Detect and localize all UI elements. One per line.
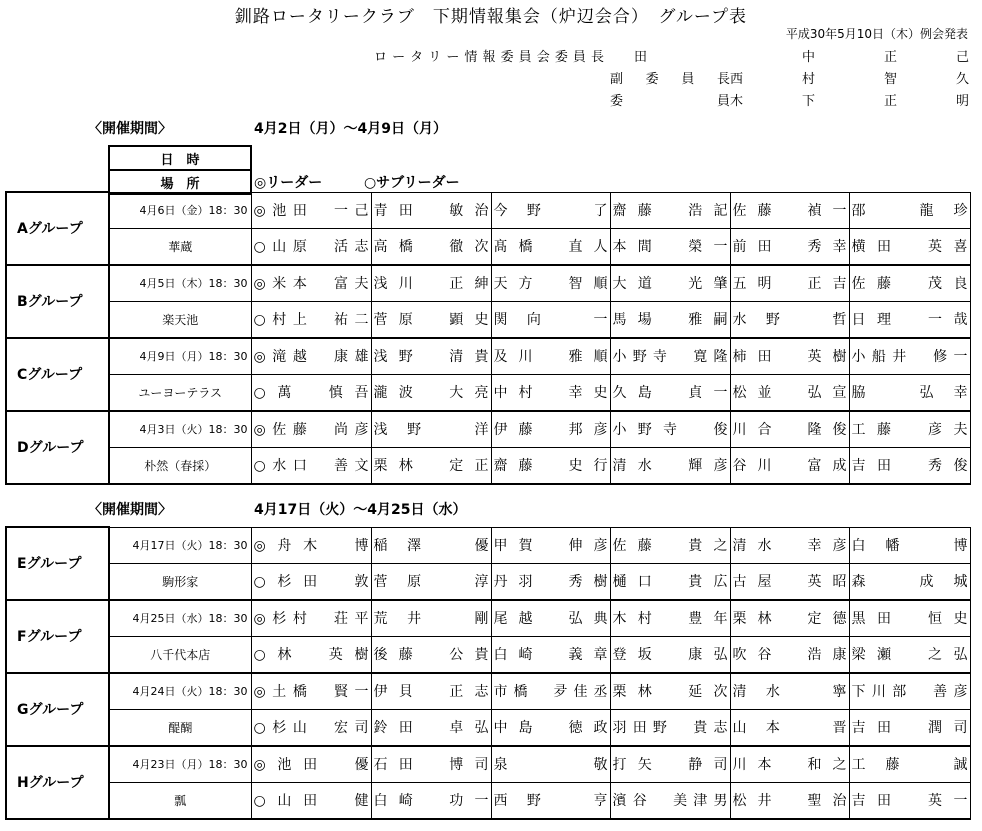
member-cell xyxy=(371,527,491,563)
member-cell xyxy=(730,228,849,265)
member-name: 川合 隆俊 xyxy=(732,422,847,438)
member-cell xyxy=(730,338,849,375)
member-cell xyxy=(491,600,610,637)
member-cell xyxy=(849,411,970,448)
leader-cell xyxy=(251,265,371,302)
member-cell xyxy=(610,527,730,563)
member-name: 谷川 富成 xyxy=(732,458,847,474)
committee-row xyxy=(610,68,970,87)
member-name: 浅野 清貴 xyxy=(373,349,489,365)
group-row xyxy=(6,411,970,448)
member-cell xyxy=(730,265,849,302)
meeting-place: 駒形家 xyxy=(109,563,251,600)
member-name: ◎米本 富夫 xyxy=(253,276,369,292)
group-row xyxy=(6,527,970,563)
member-cell xyxy=(849,447,970,484)
member-name: 丹羽 秀樹 xyxy=(493,574,608,590)
member-cell xyxy=(730,636,849,673)
group-name: Fグループ xyxy=(6,600,109,673)
member-name: 吹谷 浩康 xyxy=(732,647,847,663)
schedule-header xyxy=(108,145,252,195)
member-name: 関向 一 xyxy=(493,312,608,328)
member-cell xyxy=(491,636,610,673)
member-cell xyxy=(849,192,970,228)
period-dates: 4月17日（火）～4月25日（水） xyxy=(254,502,467,518)
group-table xyxy=(5,526,971,820)
member-name: 佐藤 禎一 xyxy=(732,203,847,219)
group-row xyxy=(6,563,970,600)
member-name: 泉 敬 xyxy=(493,757,608,773)
meeting-place: 朴然（春採） xyxy=(109,447,251,484)
member-cell xyxy=(371,447,491,484)
leader-legend: ◎リーダー xyxy=(254,175,323,191)
member-cell xyxy=(371,563,491,600)
member-name: 下川部 善彦 xyxy=(851,684,968,700)
member-cell xyxy=(730,673,849,710)
group-name: Gグループ xyxy=(6,673,109,746)
member-name: 日理 一哉 xyxy=(851,312,968,328)
member-name: 髙橋 直人 xyxy=(493,239,608,255)
subleader-cell xyxy=(251,228,371,265)
member-cell xyxy=(849,265,970,302)
leader-cell xyxy=(251,411,371,448)
member-name: 樋口 貴広 xyxy=(612,574,728,590)
period-dates: 4月2日（月）～4月9日（月） xyxy=(254,121,447,137)
committee-name-part: 正 xyxy=(884,50,898,65)
meeting-datetime: 4月23日（月）18：30 xyxy=(109,746,251,783)
member-name: 伊藤 邦彦 xyxy=(493,422,608,438)
member-cell xyxy=(491,527,610,563)
member-cell xyxy=(849,563,970,600)
member-cell xyxy=(730,527,849,563)
member-name: ○林 英樹 xyxy=(253,647,369,663)
group-name: Bグループ xyxy=(6,265,109,338)
member-name: 本間 榮一 xyxy=(612,239,728,255)
member-name: 古屋 英昭 xyxy=(732,574,847,590)
subleader-cell xyxy=(251,374,371,411)
meeting-place: 瓢 xyxy=(109,782,251,819)
member-cell xyxy=(849,673,970,710)
member-name: 水野 哲 xyxy=(732,312,847,328)
member-name: ◎土橋 賢一 xyxy=(253,684,369,700)
member-name: 栗林 延次 xyxy=(612,684,728,700)
member-name: 横田 英喜 xyxy=(851,239,968,255)
member-cell xyxy=(491,709,610,746)
member-cell xyxy=(371,709,491,746)
member-cell xyxy=(610,265,730,302)
member-cell xyxy=(730,192,849,228)
member-cell xyxy=(849,338,970,375)
member-cell xyxy=(491,411,610,448)
subleader-cell xyxy=(251,636,371,673)
member-name: 大道 光肇 xyxy=(612,276,728,292)
member-name: 菅原 淳 xyxy=(373,574,489,590)
member-cell xyxy=(730,782,849,819)
member-name: 木村 豊年 xyxy=(612,611,728,627)
member-name: 石田 博司 xyxy=(373,757,489,773)
member-name: 菅原 顕史 xyxy=(373,312,489,328)
member-name: 栗林 定正 xyxy=(373,458,489,474)
member-cell xyxy=(491,301,610,338)
member-name: ◎池田 一己 xyxy=(253,203,369,219)
committee-role: ロータリー情報委員会委員長 xyxy=(374,50,604,65)
member-name: ◎舟木 博 xyxy=(253,538,369,554)
member-name: 小船井 修一 xyxy=(851,349,968,365)
committee-role: 副委員長 xyxy=(610,72,730,87)
member-cell xyxy=(371,265,491,302)
member-cell xyxy=(491,447,610,484)
member-cell xyxy=(610,228,730,265)
member-name: 西野 亨 xyxy=(493,793,608,809)
member-cell xyxy=(730,447,849,484)
member-name: 前田 秀幸 xyxy=(732,239,847,255)
member-name: 高橋 徹次 xyxy=(373,239,489,255)
member-name: 中村 幸史 xyxy=(493,385,608,401)
member-cell xyxy=(610,301,730,338)
member-name: 梁瀬 之弘 xyxy=(851,647,968,663)
member-name: 尾越 弘典 xyxy=(493,611,608,627)
member-name: 白崎 功一 xyxy=(373,793,489,809)
group-row xyxy=(6,600,970,637)
member-cell xyxy=(849,374,970,411)
committee-name-part: 己 xyxy=(956,50,970,65)
member-name: ○萬 慎吾 xyxy=(253,385,369,401)
member-name: 齋藤 史行 xyxy=(493,458,608,474)
member-name: 吉田 潤司 xyxy=(851,720,968,736)
member-name: ◎滝越 康雄 xyxy=(253,349,369,365)
member-name: 後藤 公貴 xyxy=(373,647,489,663)
member-name: 脇 弘幸 xyxy=(851,385,968,401)
member-name: 松並 弘宣 xyxy=(732,385,847,401)
member-cell xyxy=(371,636,491,673)
member-name: 青田 敏治 xyxy=(373,203,489,219)
group-row xyxy=(6,447,970,484)
member-cell xyxy=(610,673,730,710)
member-cell xyxy=(610,338,730,375)
member-name: 松井 聖治 xyxy=(732,793,847,809)
meeting-datetime: 4月25日（水）18：30 xyxy=(109,600,251,637)
meeting-datetime: 4月3日（火）18：30 xyxy=(109,411,251,448)
member-cell xyxy=(491,782,610,819)
member-name: 今野 了 xyxy=(493,203,608,219)
member-cell xyxy=(610,636,730,673)
leader-cell xyxy=(251,338,371,375)
member-cell xyxy=(730,563,849,600)
member-cell xyxy=(849,301,970,338)
member-name: 清水 輝彦 xyxy=(612,458,728,474)
member-name: 羽田野 貴志 xyxy=(612,720,728,736)
member-name: 浅野 洋 xyxy=(373,422,489,438)
member-name: 黒田 恒史 xyxy=(851,611,968,627)
member-cell xyxy=(610,709,730,746)
subleader-cell xyxy=(251,301,371,338)
member-name: 登坂 康弘 xyxy=(612,647,728,663)
group-row xyxy=(6,782,970,819)
member-name: 及川 雅順 xyxy=(493,349,608,365)
group-name: Cグループ xyxy=(6,338,109,411)
leader-cell xyxy=(251,746,371,783)
member-cell xyxy=(491,192,610,228)
member-name: 齋藤 浩記 xyxy=(612,203,728,219)
member-name: 吉田 秀俊 xyxy=(851,458,968,474)
group-row xyxy=(6,673,970,710)
member-cell xyxy=(491,374,610,411)
group-row xyxy=(6,636,970,673)
member-name: ◎佐藤 尚彦 xyxy=(253,422,369,438)
leader-cell xyxy=(251,600,371,637)
group-row xyxy=(6,709,970,746)
meeting-datetime: 4月9日（月）18：30 xyxy=(109,338,251,375)
meeting-place: ユーヨーテラス xyxy=(109,374,251,411)
member-name: 濱谷 美津男 xyxy=(612,793,728,809)
committee-name-part: 中 xyxy=(802,50,816,65)
member-name: 工藤 彦夫 xyxy=(851,422,968,438)
leader-cell xyxy=(251,192,371,228)
group-name: Aグループ xyxy=(6,192,109,265)
meeting-datetime: 4月6日（金）18：30 xyxy=(109,192,251,228)
meeting-place: 醍醐 xyxy=(109,709,251,746)
committee-row xyxy=(374,46,970,65)
member-cell xyxy=(371,338,491,375)
member-name: 柿田 英樹 xyxy=(732,349,847,365)
meeting-datetime: 4月24日（火）18：30 xyxy=(109,673,251,710)
subleader-cell xyxy=(251,447,371,484)
member-name: 天方 智順 xyxy=(493,276,608,292)
committee-name-part: 久 xyxy=(956,72,970,87)
member-name: 稲澤 優 xyxy=(373,538,489,554)
member-name: ○山田 健 xyxy=(253,793,369,809)
member-cell xyxy=(849,636,970,673)
member-cell xyxy=(371,192,491,228)
member-name: 吉田 英一 xyxy=(851,793,968,809)
member-name: 五明 正吉 xyxy=(732,276,847,292)
member-cell xyxy=(371,600,491,637)
member-name: ○山原 活志 xyxy=(253,239,369,255)
member-cell xyxy=(730,600,849,637)
meeting-place: 華蔵 xyxy=(109,228,251,265)
member-name: 久島 貞一 xyxy=(612,385,728,401)
member-name: ◎杉村 荘平 xyxy=(253,611,369,627)
place-header: 場 所 xyxy=(109,170,251,194)
committee-row xyxy=(610,90,970,109)
member-cell xyxy=(371,746,491,783)
member-name: ○村上 祐二 xyxy=(253,312,369,328)
member-name: 佐藤 貴之 xyxy=(612,538,728,554)
member-cell xyxy=(371,782,491,819)
member-cell xyxy=(610,600,730,637)
member-name: 工藤 誠 xyxy=(851,757,968,773)
member-cell xyxy=(730,746,849,783)
member-cell xyxy=(849,600,970,637)
subleader-legend: ○サブリーダー xyxy=(363,175,460,191)
member-cell xyxy=(491,228,610,265)
committee-name-part: 智 xyxy=(884,72,898,87)
member-name: 浅川 正紳 xyxy=(373,276,489,292)
group-name: Hグループ xyxy=(6,746,109,819)
group-row xyxy=(6,746,970,783)
member-cell xyxy=(371,411,491,448)
group-row xyxy=(6,301,970,338)
member-name: ◎池田 優 xyxy=(253,757,369,773)
member-cell xyxy=(730,411,849,448)
meeting-place: 楽天池 xyxy=(109,301,251,338)
issue-date: 平成30年5月10日（木）例会発表 xyxy=(785,27,968,41)
committee-name-part: 村 xyxy=(802,72,816,87)
member-name: 白崎 義章 xyxy=(493,647,608,663)
member-name: 鈴田 卓弘 xyxy=(373,720,489,736)
date-header: 日 時 xyxy=(109,146,251,170)
member-cell xyxy=(491,338,610,375)
member-cell xyxy=(849,782,970,819)
group-name: Dグループ xyxy=(6,411,109,484)
member-name: 森 成城 xyxy=(851,574,968,590)
member-name: 川本 和之 xyxy=(732,757,847,773)
member-cell xyxy=(610,447,730,484)
member-cell xyxy=(610,746,730,783)
member-cell xyxy=(610,374,730,411)
member-cell xyxy=(491,563,610,600)
member-name: 栗林 定德 xyxy=(732,611,847,627)
meeting-datetime: 4月5日（木）18：30 xyxy=(109,265,251,302)
group-row xyxy=(6,374,970,411)
member-name: 山本 晋 xyxy=(732,720,847,736)
meeting-place: 八千代本店 xyxy=(109,636,251,673)
leader-cell xyxy=(251,527,371,563)
member-name: 伊貝 正志 xyxy=(373,684,489,700)
group-table xyxy=(5,191,971,485)
group-row xyxy=(6,265,970,302)
subleader-cell xyxy=(251,709,371,746)
committee-name-part: 正 xyxy=(884,94,898,109)
group-row xyxy=(6,338,970,375)
member-cell xyxy=(849,709,970,746)
member-name: ○水口 善文 xyxy=(253,458,369,474)
subleader-cell xyxy=(251,782,371,819)
member-name: 中島 徳政 xyxy=(493,720,608,736)
member-cell xyxy=(849,746,970,783)
page-title: 釧路ロータリークラブ 下期情報集会（炉辺会合） グループ表 xyxy=(234,7,748,27)
member-name: 打矢 静司 xyxy=(612,757,728,773)
subleader-cell xyxy=(251,563,371,600)
group-row xyxy=(6,228,970,265)
committee-name-part: 木 xyxy=(730,94,744,109)
member-name: 甲賀 伸彦 xyxy=(493,538,608,554)
member-name: 馬場 雅嗣 xyxy=(612,312,728,328)
group-row xyxy=(6,192,970,228)
member-cell xyxy=(730,301,849,338)
member-name: 小野寺 寛隆 xyxy=(612,349,728,365)
member-cell xyxy=(491,746,610,783)
group-name: Eグループ xyxy=(6,527,109,600)
member-name: ○杉山 宏司 xyxy=(253,720,369,736)
member-name: 荒井 剛 xyxy=(373,611,489,627)
member-cell xyxy=(849,527,970,563)
member-cell xyxy=(371,673,491,710)
committee-name-part: 西 xyxy=(730,72,744,87)
member-cell xyxy=(371,374,491,411)
committee-name-part: 下 xyxy=(802,94,816,109)
member-cell xyxy=(730,374,849,411)
committee-name-part: 明 xyxy=(956,94,970,109)
committee-name-part: 田 xyxy=(634,50,648,65)
leader-cell xyxy=(251,673,371,710)
member-cell xyxy=(610,192,730,228)
member-cell xyxy=(491,265,610,302)
member-name: 瀧波 大亮 xyxy=(373,385,489,401)
member-name: ○杉田 敦 xyxy=(253,574,369,590)
member-cell xyxy=(491,673,610,710)
member-name: 清水 幸彦 xyxy=(732,538,847,554)
committee-role: 委員 xyxy=(610,94,730,109)
member-cell xyxy=(849,228,970,265)
member-cell xyxy=(730,709,849,746)
member-cell xyxy=(610,782,730,819)
member-cell xyxy=(371,228,491,265)
period-label: 〈開催期間〉 xyxy=(88,121,172,137)
member-name: 佐藤 茂良 xyxy=(851,276,968,292)
member-name: 清水 寧 xyxy=(732,684,847,700)
member-cell xyxy=(371,301,491,338)
member-name: 白幡 博 xyxy=(851,538,968,554)
member-name: 市橋 夛佳丞 xyxy=(493,684,608,700)
member-cell xyxy=(610,411,730,448)
period-label: 〈開催期間〉 xyxy=(88,502,172,518)
meeting-datetime: 4月17日（火）18：30 xyxy=(109,527,251,563)
legend xyxy=(254,172,460,192)
member-name: 小野寺 俊 xyxy=(612,422,728,438)
member-name: 邵 龍珍 xyxy=(851,203,968,219)
member-cell xyxy=(610,563,730,600)
